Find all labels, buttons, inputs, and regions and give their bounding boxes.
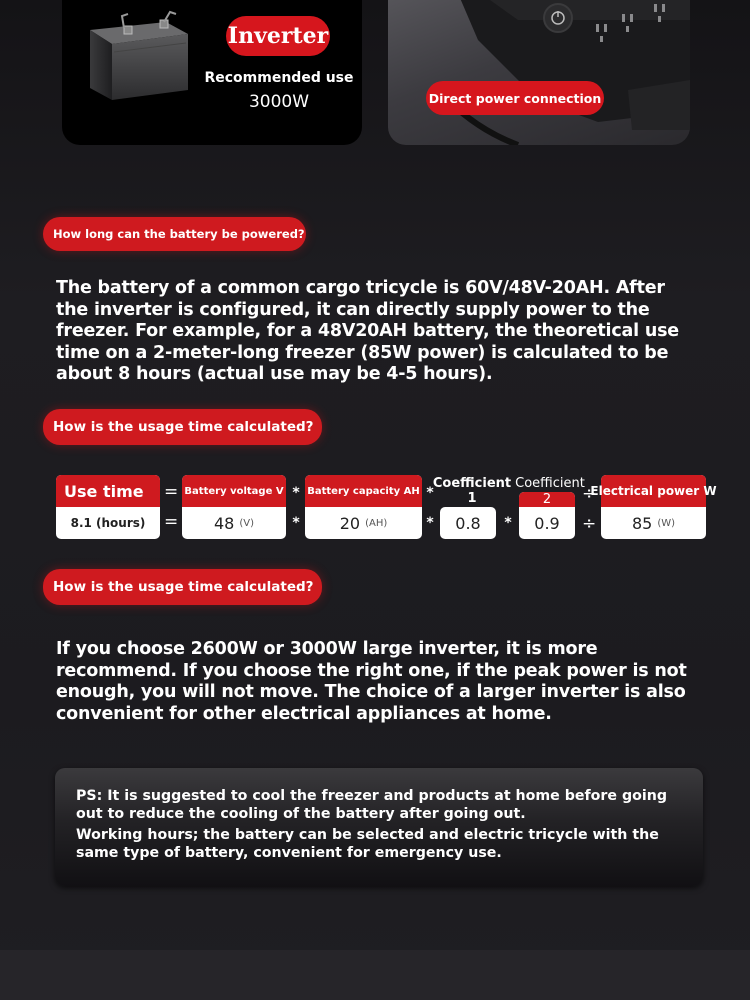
voltage-value-row	[182, 507, 286, 539]
multiply-sign: *	[292, 485, 300, 501]
multiply-sign: *	[426, 515, 434, 531]
ps-note-line-1: PS: It is suggested to cool the freezer and products at home before going out to reduce the cooling of the battery after going out.	[76, 788, 668, 822]
coefficient-2-box	[519, 492, 575, 539]
coefficient-1-box	[440, 507, 496, 539]
usage-question-pill: How is the usage time calculated?	[43, 409, 322, 445]
power-strip-image	[388, 0, 690, 145]
direct-power-badge: Direct power connection	[426, 81, 604, 115]
capacity-unit: (AH)	[365, 517, 388, 529]
equals-sign: =	[164, 512, 179, 532]
power-unit: (W)	[657, 517, 676, 529]
multiply-sign: *	[426, 485, 434, 501]
equals-sign: =	[164, 482, 179, 502]
recommended-use-label: Recommended use	[204, 70, 354, 86]
capacity-box	[305, 475, 422, 539]
battery-question-pill: How long can the battery be powered?	[43, 217, 306, 251]
divide-sign: ÷	[582, 484, 597, 504]
power-box	[590, 475, 717, 539]
coefficient-1-label	[430, 476, 514, 506]
usage-formula	[0, 470, 750, 545]
voltage-label: Battery voltage V	[182, 475, 286, 507]
coefficient-2-number: 2	[519, 492, 575, 507]
ps-note-line-2: Working hours; the battery can be selected and electric tricycle with the same type of battery, convenient for emergency use.	[76, 827, 659, 861]
bottom-band	[0, 950, 750, 1000]
ps-note-box	[55, 768, 703, 886]
multiply-sign: *	[292, 515, 300, 531]
coefficient-2-label	[515, 476, 585, 491]
voltage-box	[182, 475, 286, 539]
usage-question-pill-2: How is the usage time calculated?	[43, 569, 322, 605]
recommended-use-value: 3000W	[248, 92, 310, 112]
power-strip-card	[388, 0, 690, 145]
coefficient-2-value: 0.9	[534, 513, 560, 533]
battery-paragraph: The battery of a common cargo tricycle is 60V/48V-20AH. After the inverter is configured, it can directly supply power to the freezer. For example, for a 48V20AH battery, the theoretical use time on a 2-meter-long freezer (85W power) is calculated to be about 8 hours (actual use may be 4-5 hours).	[56, 278, 679, 384]
divide-sign: ÷	[582, 514, 597, 534]
coefficient-1-value: 0.8	[455, 513, 481, 533]
power-label: Electrical power W	[601, 475, 706, 507]
voltage-unit: (V)	[239, 517, 254, 529]
inverter-paragraph: If you choose 2600W or 3000W large inverter, it is more recommend. If you choose the right one, if the peak power is not enough, you will not move. The choice of a larger inverter is also convenient for other electrical appliances at home.	[56, 639, 687, 724]
power-value-row	[601, 507, 706, 539]
capacity-label: Battery capacity AH	[305, 475, 422, 507]
capacity-value: 20	[339, 513, 361, 533]
capacity-value-row	[305, 507, 422, 539]
use-time-label: Use time	[56, 475, 160, 507]
multiply-sign: *	[504, 515, 512, 531]
inverter-card	[62, 0, 362, 145]
voltage-value: 48	[213, 513, 235, 533]
coefficient-1-number: 1	[467, 491, 477, 506]
inverter-badge: Inverter	[226, 16, 330, 56]
use-time-value: 8.1 (hours)	[70, 516, 146, 530]
battery-icon	[84, 8, 192, 104]
use-time-box	[56, 475, 160, 539]
power-value: 85	[631, 513, 653, 533]
coefficient-1-title: Coefficient	[432, 476, 512, 491]
coefficient-2-title: Coefficient	[515, 476, 585, 491]
